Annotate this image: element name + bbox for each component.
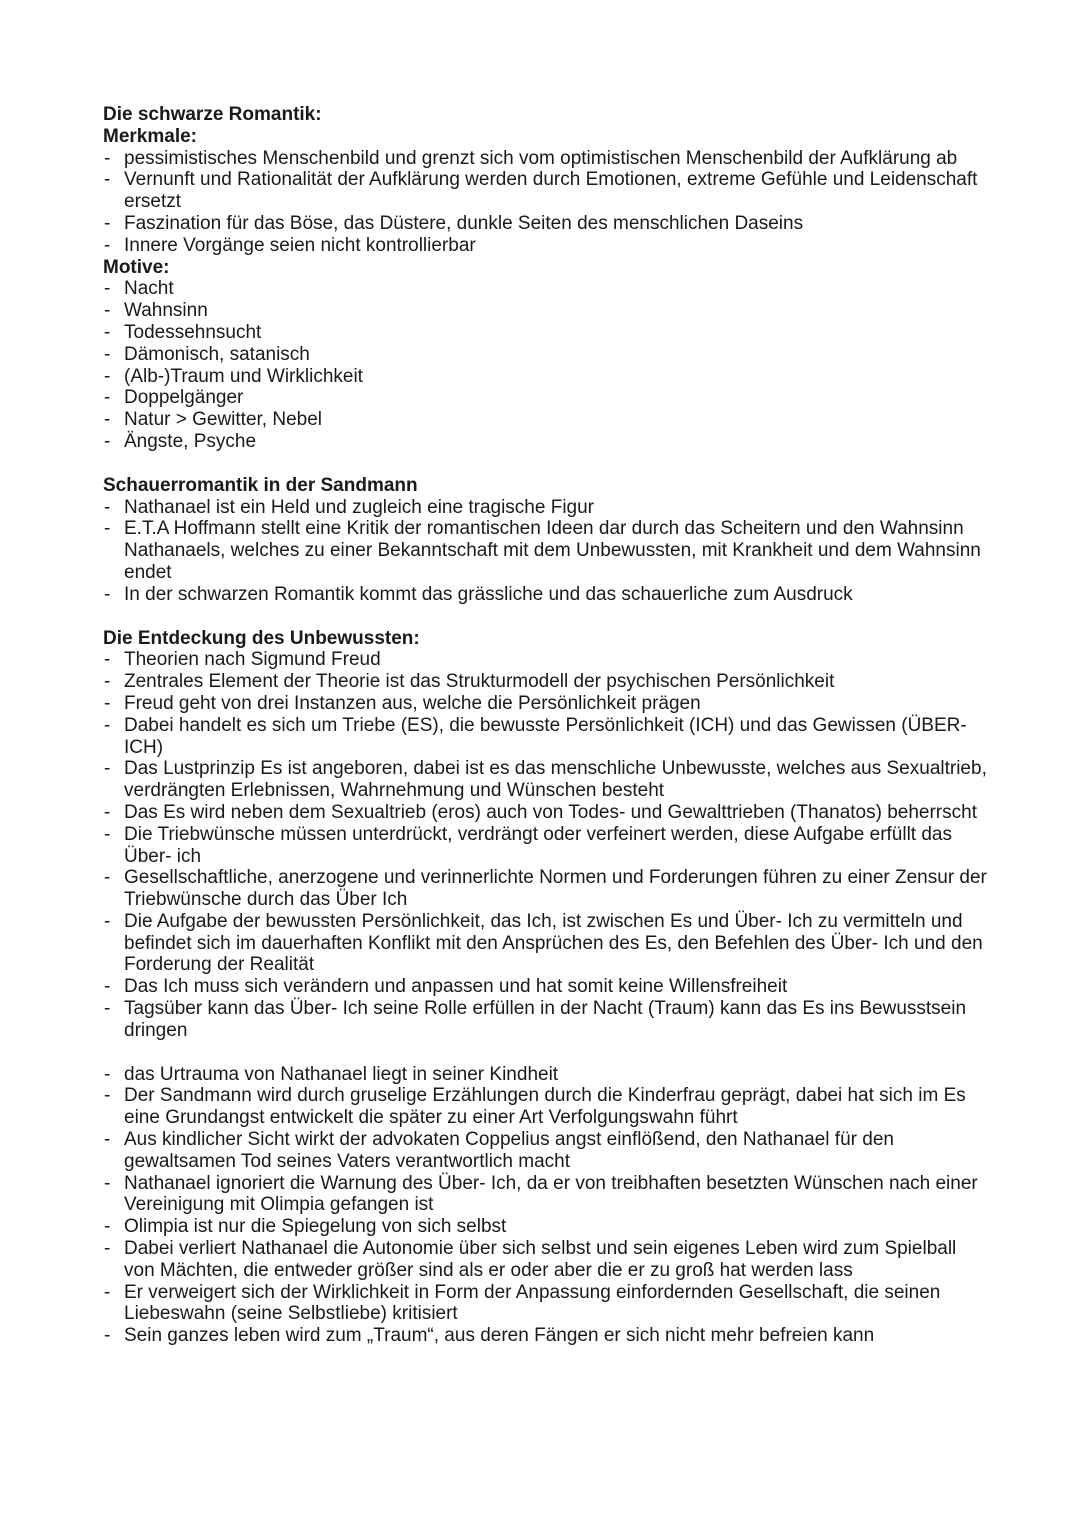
list-item: - E.T.A Hoffmann stellt eine Kritik der romantischen Ideen dar durch das Scheitern und den Wahnsinn Nathanaels, welches zu einer Bekanntschaft mit dem Unbewussten, mit Krankheit und dem Wahnsinn endet	[103, 518, 990, 583]
section-schwarze-romantik	[103, 104, 990, 453]
list-item: - Vernunft und Rationalität der Aufklärung werden durch Emotionen, extreme Gefühle und Leidenschaft ersetzt	[103, 169, 990, 213]
list-item: - Nathanael ist ein Held und zugleich eine tragische Figur	[103, 497, 990, 519]
section-title: Die Entdeckung des Unbewussten:	[103, 627, 420, 649]
list-item: - Gesellschaftliche, anerzogene und verinnerlichte Normen und Forderungen führen zu einer Zensur der Triebwünsche durch das Über Ich	[103, 867, 990, 911]
list-item: - Ängste, Psyche	[103, 431, 990, 453]
list-item: - Tagsüber kann das Über- Ich seine Rolle erfüllen in der Nacht (Traum) kann das Es ins Bewusstsein dringen	[103, 998, 990, 1042]
list-item: - Doppelgänger	[103, 387, 990, 409]
list-item: - Der Sandmann wird durch gruselige Erzählungen durch die Kinderfrau geprägt, dabei hat sich im Es eine Grundangst entwickelt die später zu einer Art Verfolgungswahn führt	[103, 1085, 990, 1129]
section-title: Die schwarze Romantik:	[103, 104, 322, 125]
list-item: - pessimistisches Menschenbild und grenzt sich vom optimistischen Menschenbild der Aufklärung ab	[103, 148, 990, 170]
section-unbewusstes	[103, 628, 990, 1042]
spacer	[103, 606, 990, 628]
list-item: - (Alb-)Traum und Wirklichkeit	[103, 366, 990, 388]
list-item: - Die Aufgabe der bewussten Persönlichkeit, das Ich, ist zwischen Es und Über- Ich zu vermitteln und befindet sich im dauerhaften Konflikt mit den Ansprüchen des Es, den Befehlen des Über- Ich und den Forderung der Realität	[103, 911, 990, 976]
list-item: - Wahnsinn	[103, 300, 990, 322]
list-item: - Das Es wird neben dem Sexualtrieb (eros) auch von Todes- und Gewalttrieben (Thanatos) beherrscht	[103, 802, 990, 824]
list-item: - Natur > Gewitter, Nebel	[103, 409, 990, 431]
unbewusstes-list	[103, 649, 990, 1041]
spacer	[103, 453, 990, 475]
section-schauerromantik	[103, 475, 990, 606]
spacer	[103, 1042, 990, 1064]
list-item: - Das Lustprinzip Es ist angeboren, dabei ist es das menschliche Unbewusste, welches aus Sexualtrieb, verdrängten Erlebnissen, Wahrnehmung und Wünschen besteht	[103, 758, 990, 802]
list-item: - Theorien nach Sigmund Freud	[103, 649, 990, 671]
motive-list	[103, 278, 990, 452]
list-item: - In der schwarzen Romantik kommt das grässliche und das schauerliche zum Ausdruck	[103, 584, 990, 606]
schauerromantik-list	[103, 497, 990, 606]
list-item: - Er verweigert sich der Wirklichkeit in Form der Anpassung einfordernden Gesellschaft, die seinen Liebeswahn (seine Selbstliebe) kritisiert	[103, 1282, 990, 1326]
list-item: - Innere Vorgänge seien nicht kontrollierbar	[103, 235, 990, 257]
list-item: - Dämonisch, satanisch	[103, 344, 990, 366]
list-item: - Freud geht von drei Instanzen aus, welche die Persönlichkeit prägen	[103, 693, 990, 715]
list-item: - Aus kindlicher Sicht wirkt der advokaten Coppelius angst einflößend, den Nathanael für den gewaltsamen Tod seines Vaters verantwortlich macht	[103, 1129, 990, 1173]
list-item: - Todessehnsucht	[103, 322, 990, 344]
list-item: - Sein ganzes leben wird zum „Traum“, aus deren Fängen er sich nicht mehr befreien kann	[103, 1325, 990, 1347]
list-item: - das Urtrauma von Nathanael liegt in seiner Kindheit	[103, 1064, 990, 1086]
list-item: - Das Ich muss sich verändern und anpassen und hat somit keine Willensfreiheit	[103, 976, 990, 998]
section-nathanael-analyse	[103, 1064, 990, 1347]
list-item: - Faszination für das Böse, das Düstere, dunkle Seiten des menschlichen Daseins	[103, 213, 990, 235]
list-item: - Dabei handelt es sich um Triebe (ES), die bewusste Persönlichkeit (ICH) und das Gewissen (ÜBER- ICH)	[103, 715, 990, 759]
nathanael-list	[103, 1064, 990, 1347]
subsection-title-merkmale: Merkmale:	[103, 125, 197, 147]
merkmale-list	[103, 148, 990, 257]
list-item: - Dabei verliert Nathanael die Autonomie über sich selbst und sein eigenes Leben wird zum Spielball von Mächten, die entweder größer sind als er oder aber die er zu groß hat werden lass	[103, 1238, 990, 1282]
list-item: - Olimpia ist nur die Spiegelung von sich selbst	[103, 1216, 990, 1238]
list-item: - Zentrales Element der Theorie ist das Strukturmodell der psychischen Persönlichkeit	[103, 671, 990, 693]
subsection-title-motive: Motive:	[103, 256, 170, 278]
section-title: Schauerromantik in der Sandmann	[103, 474, 418, 496]
list-item: - Die Triebwünsche müssen unterdrückt, verdrängt oder verfeinert werden, diese Aufgabe erfüllt das Über- ich	[103, 824, 990, 868]
list-item: - Nathanael ignoriert die Warnung des Über- Ich, da er von treibhaften besetzten Wünschen nach einer Vereinigung mit Olimpia gefangen ist	[103, 1173, 990, 1217]
list-item: - Nacht	[103, 278, 990, 300]
